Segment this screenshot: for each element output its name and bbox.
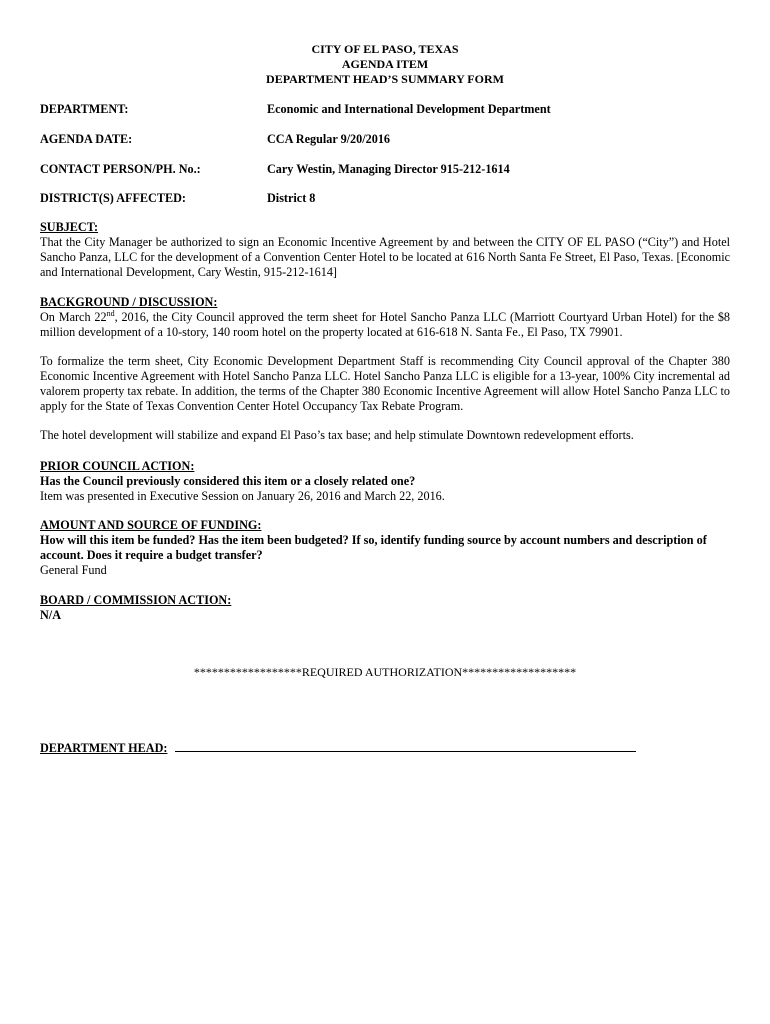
field-value: District 8 [267,191,316,205]
prior-council-section [40,459,730,504]
field-label: DISTRICT(S) AFFECTED: [40,191,186,205]
header-form-title: DEPARTMENT HEAD’S SUMMARY FORM [266,72,504,86]
background-paragraph-2: To formalize the term sheet, City Economic Development Department Staff is recommending City Council approval of the Chapter 380 Economic Incentive Agreement with Hotel Sancho Panza LLC. Hotel Sancho Panza LLC is eligible for a 13-year, 100% City incremental ad valorem property tax rebate. In addition, the terms of the Chapter 380 Economic Incentive Agreement will allow Hotel Sancho Panza LLC to apply for the State of Texas Convention Center Hotel Occupancy Tax Rebate Program. [40,354,730,413]
funding-section [40,518,730,578]
board-section [40,593,730,623]
subject-heading: SUBJECT: [40,220,99,234]
funding-question: How will this item be funded? Has the item been budgeted? If so, identify funding source by account numbers and description of account. Does it require a budget transfer? [40,533,707,562]
board-answer: N/A [40,608,61,622]
field-value: Economic and International Development Department [267,102,551,116]
field-label: AGENDA DATE: [40,132,133,146]
funding-heading: AMOUNT AND SOURCE OF FUNDING: [40,518,262,532]
field-value: Cary Westin, Managing Director 915-212-1614 [267,162,510,176]
background-section [40,295,730,443]
funding-answer: General Fund [40,563,107,577]
signature-line[interactable] [175,741,636,752]
required-authorization-banner: ******************REQUIRED AUTHORIZATION******************* [193,665,577,679]
signature-label: DEPARTMENT HEAD: [40,741,168,755]
prior-council-question: Has the Council previously considered this item or a closely related one? [40,474,416,488]
background-paragraph-3: The hotel development will stabilize and expand El Paso’s tax base; and help stimulate Downtown redevelopment efforts. [40,428,634,442]
field-label: CONTACT PERSON/PH. No.: [40,162,201,176]
background-heading: BACKGROUND / DISCUSSION: [40,295,218,309]
ordinal-suffix: nd [106,308,115,318]
prior-council-answer: Item was presented in Executive Session on January 26, 2016 and March 22, 2016. [40,489,445,503]
form-header [0,42,770,87]
prior-council-heading: PRIOR COUNCIL ACTION: [40,459,195,473]
header-city: CITY OF EL PASO, TEXAS [311,42,459,56]
board-heading: BOARD / COMMISSION ACTION: [40,593,232,607]
field-value: CCA Regular 9/20/2016 [267,132,391,146]
department-head-signature [40,741,636,756]
background-paragraph-1 [40,310,730,340]
background-p1-start: On March 22 [40,310,107,324]
subject-section [40,220,730,280]
header-agenda-item: AGENDA ITEM [341,57,429,71]
subject-text: That the City Manager be authorized to sign an Economic Incentive Agreement by and between the CITY OF EL PASO (“City”) and Hotel Sancho Panza, LLC for the development of a Convention Center Hotel to be located at 616 North Santa Fe Street, El Paso, Texas. [Economic and International Development, Cary Westin, 915-212-1614] [40,235,730,279]
field-label: DEPARTMENT: [40,102,129,116]
background-p1-end: , 2016, the City Council approved the term sheet for Hotel Sancho Panza LLC (Marriott Courtyard Urban Hotel) for the $8 million development of a 10-story, 140 room hotel on the property located at 616-618 N. Santa Fe., El Paso, TX 79901. [40,310,731,339]
